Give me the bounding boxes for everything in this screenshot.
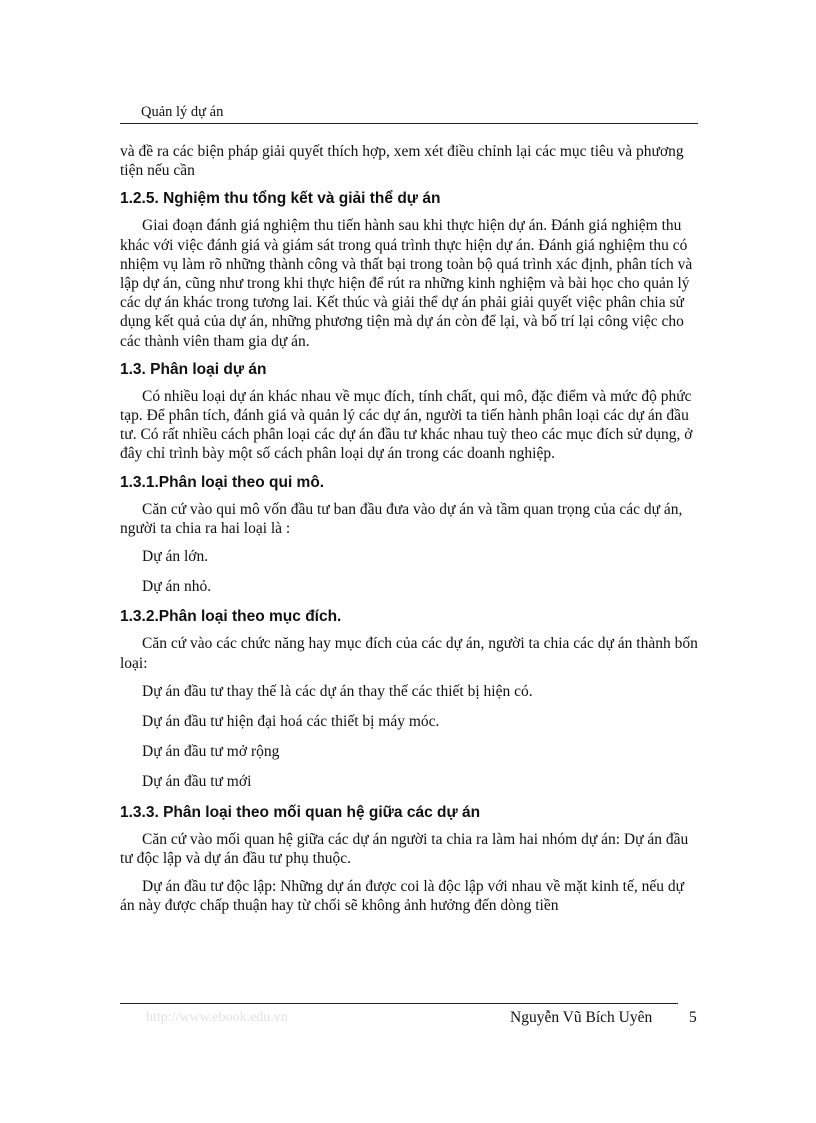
section-heading-1-3: 1.3. Phân loại dự án xyxy=(120,360,267,378)
list-item: Dự án nhỏ. xyxy=(142,578,212,596)
list-item: Dự án đầu tư mới xyxy=(142,773,252,791)
section-paragraph-1-3-1: Căn cứ vào qui mô vốn đầu tư ban đầu đưa vào dự án và tầm quan trọng của các dự án, người ta chia ra hai loại là : xyxy=(120,500,683,537)
list-item: Dự án đầu tư thay thế là các dự án thay thế các thiết bị hiện có. xyxy=(142,682,533,700)
footer-author: Nguyễn Vũ Bích Uyên xyxy=(510,1009,653,1026)
section-heading-1-3-1: 1.3.1.Phân loại theo qui mô. xyxy=(120,473,325,491)
section-heading-1-3-2: 1.3.2.Phân loại theo mục đích. xyxy=(120,608,342,626)
footer-watermark-url: http://www.ebook.edu.vn xyxy=(146,1010,288,1025)
section-paragraph-1-2-5: Giai đoạn đánh giá nghiệm thu tiến hành sau khi thực hiện dự án. Đánh giá nghiệm thu khác với việc đánh giá và giám sát trong quá trình thực hiện dự án. Đánh giá nghiệm thu có nhiệm vụ làm rõ những thành công và thất bại trong toàn bộ quá trình xác định, phân tích và lập dự án, cũng như trong khi thực hiện để rút ra những kinh nghiệm và bài học cho quản lý các dự án khác trong tương lai. Kết thúc và giải thể dự án phải giải quyết việc phân chia sử dụng kết quả của dự án, những phương tiện mà dự án còn để lại, và bố trí lại công việc cho các thành viên tham gia dự án. xyxy=(120,217,693,350)
page-content xyxy=(120,142,698,924)
section-paragraph-1-3-3-a: Căn cứ vào mối quan hệ giữa các dự án người ta chia ra làm hai nhóm dự án: Dự án đầu tư độc lập và dự án đầu tư phụ thuộc. xyxy=(120,830,689,867)
footer-divider xyxy=(120,1003,678,1004)
section-paragraph-1-3-3-b: Dự án đầu tư độc lập: Những dự án được coi là độc lập với nhau về mặt kinh tế, nếu dự án này được chấp thuận hay từ chối sẽ không ảnh hưởng đến dòng tiền xyxy=(120,878,685,915)
section-paragraph-1-3-2: Căn cứ vào các chức năng hay mục đích của các dự án, người ta chia các dự án thành bốn loại: xyxy=(120,635,698,672)
page-number: 5 xyxy=(689,1009,697,1026)
running-header: Quản lý dự án xyxy=(141,104,224,120)
list-item: Dự án đầu tư hiện đại hoá các thiết bị máy móc. xyxy=(142,713,440,731)
list-item: Dự án đầu tư mở rộng xyxy=(142,743,280,761)
list-item: Dự án lớn. xyxy=(142,548,209,566)
section-paragraph-1-3: Có nhiều loại dự án khác nhau về mục đích, tính chất, qui mô, đặc điểm và mức độ phức tạp. Để phân tích, đánh giá và quản lý các dự án, người ta tiến hành phân loại các dự án đầu tư. Có rất nhiều cách phân loại các dự án đầu tư khác nhau tuỳ theo các mục đích sử dụng, ở đây chỉ trình bày một số cách phân loại dự án trong các doanh nghiệp. xyxy=(120,387,693,463)
section-heading-1-2-5: 1.2.5. Nghiệm thu tổng kết và giải thể dự án xyxy=(120,190,441,208)
section-heading-1-3-3: 1.3.3. Phân loại theo mối quan hệ giữa các dự án xyxy=(120,803,481,821)
continuation-paragraph: và đề ra các biện pháp giải quyết thích hợp, xem xét điều chỉnh lại các mục tiêu và phương tiện nếu cần xyxy=(120,143,684,180)
header-divider xyxy=(120,123,698,124)
